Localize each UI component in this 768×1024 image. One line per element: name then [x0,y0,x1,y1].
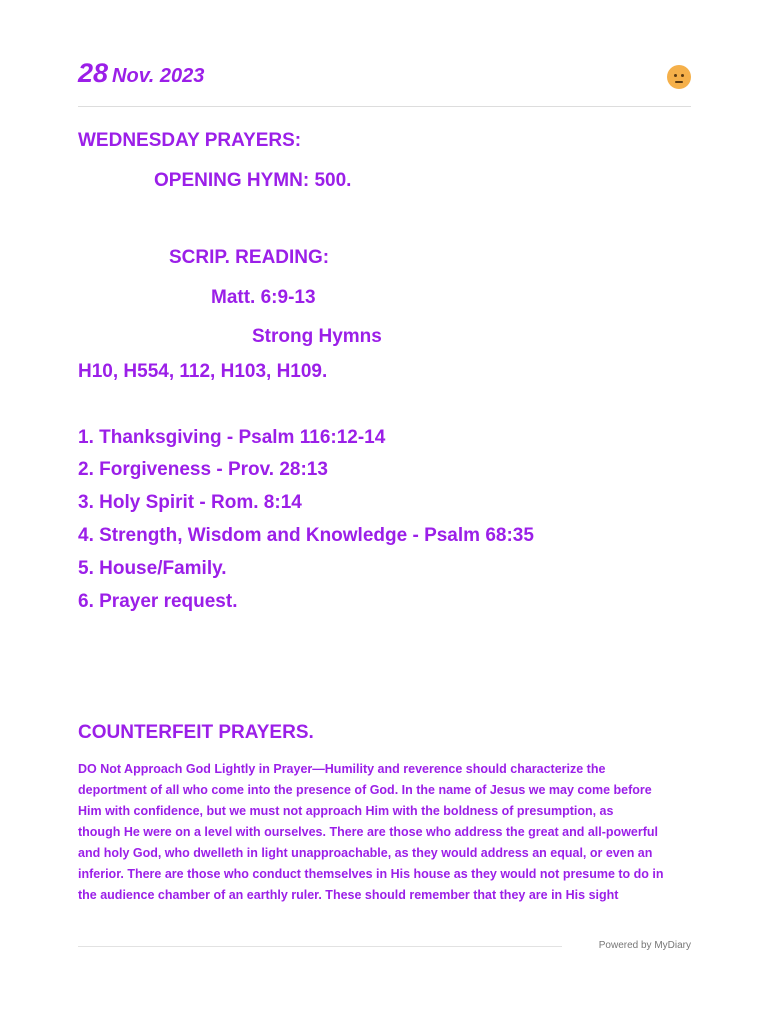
footer-divider [78,946,562,947]
prayer-point: 2. Forgiveness - Prov. 28:13 [78,459,328,480]
prayer-point: 6. Prayer request. [78,591,238,612]
strong-hymns-label: Strong Hymns [252,326,382,347]
powered-by-text: Powered by MyDiary [598,940,691,951]
scripture-reading-label: SCRIP. READING: [169,247,330,268]
prayer-point: 1. Thanksgiving - Psalm 116:12-14 [78,427,386,448]
paragraph-line: and holy God, who dwelleth in light unapproachable, as they would address an equal, or even an [78,846,653,860]
hymn-list: H10, H554, 112, H103, H109. [78,361,328,382]
paragraph-line: deportment of all who come into the presence of God. In the name of Jesus we may come before [78,783,652,797]
entry-date [78,58,204,89]
mood-mouth [675,81,683,83]
counterfeit-paragraph [78,759,694,906]
paragraph-line: Him with confidence, but we must not approach Him with the boldness of presumption, as [78,804,614,818]
paragraph-line: DO Not Approach God Lightly in Prayer—Humility and reverence should characterize the [78,762,606,776]
entry-header [78,58,691,98]
opening-hymn: OPENING HYMN: 500. [154,170,352,191]
paragraph-line: though He were on a level with ourselves. There are those who address the great and all-powerful [78,825,658,839]
mood-eye-right [681,74,684,77]
neutral-face-icon [667,65,691,89]
paragraph-line: inferior. There are those who conduct themselves in His house as they would not presume to do in [78,867,664,881]
prayer-point: 3. Holy Spirit - Rom. 8:14 [78,492,302,513]
scripture-reference: Matt. 6:9-13 [211,287,316,308]
prayer-point: 5. House/Family. [78,558,227,579]
header-divider [78,106,691,107]
date-month-year: Nov. 2023 [112,65,205,87]
mood-eye-left [674,74,677,77]
paragraph-line: the audience chamber of an earthly ruler. These should remember that they are in His sight [78,888,619,902]
section-title-counterfeit: COUNTERFEIT PRAYERS. [78,722,314,743]
date-day: 28 [78,58,109,88]
prayer-point: 4. Strength, Wisdom and Knowledge - Psalm 68:35 [78,525,534,546]
section-title-wednesday: WEDNESDAY PRAYERS: [78,130,302,151]
